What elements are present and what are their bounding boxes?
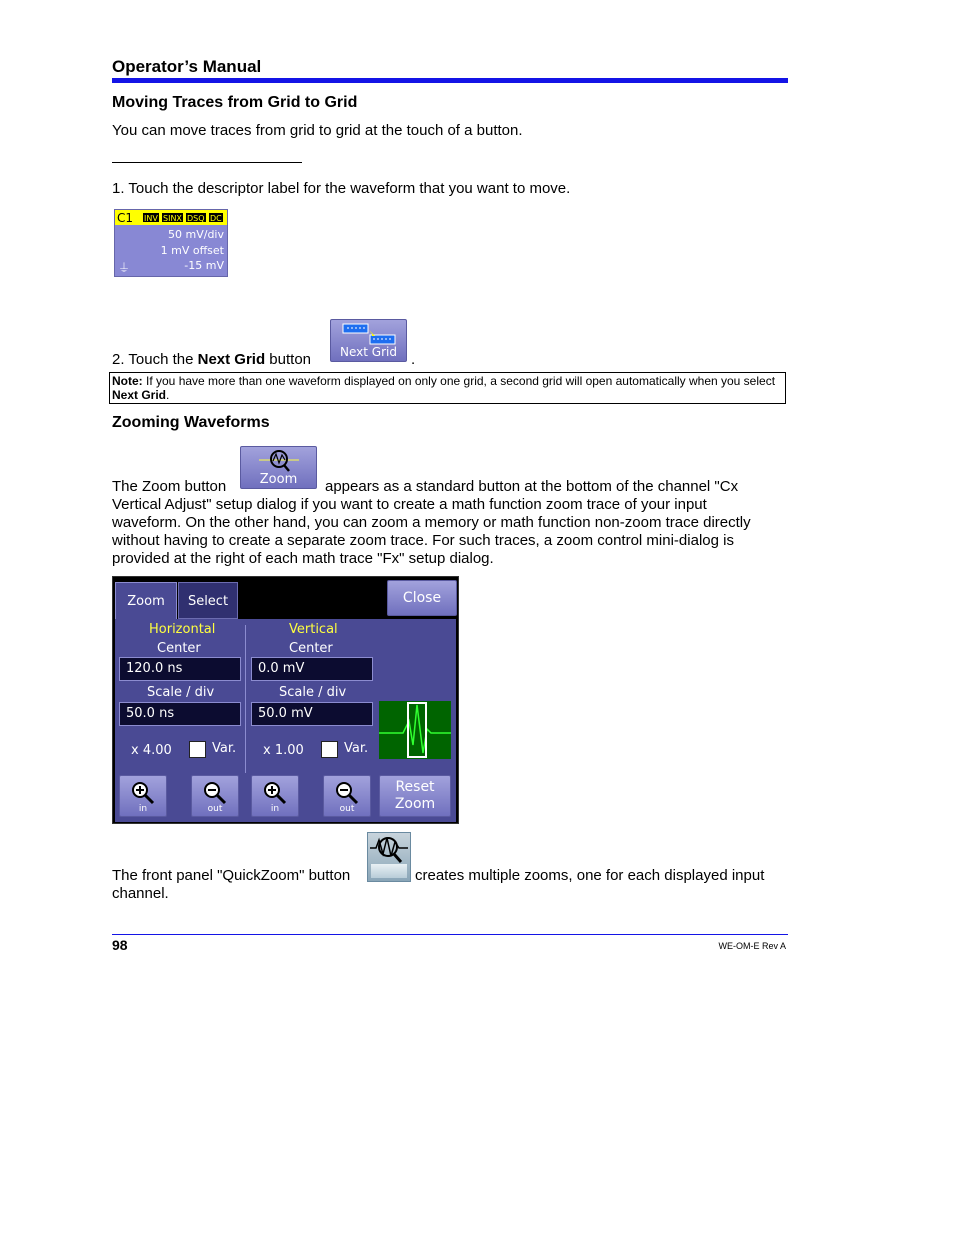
vertical-var-label: Var. (344, 741, 369, 756)
reset-zoom-line2: Zoom (394, 796, 436, 812)
zoom-paragraph-start: The Zoom button (112, 478, 227, 495)
zoom-paragraph-line3: waveform. On the other hand, you can zoom a memory or math function non-zoom trace directly (112, 514, 751, 531)
ground-icon: ⏚ (118, 261, 131, 275)
horizontal-title: Horizontal (149, 622, 216, 637)
zoom-in-label: in (138, 804, 148, 814)
badge-sinx: SINX (163, 214, 182, 223)
section-heading-zooming: Zooming Waveforms (112, 414, 270, 431)
column-divider (245, 625, 246, 773)
intro-text: You can move traces from grid to grid at the touch of a button. (112, 122, 523, 139)
quickzoom-text-rest: creates multiple zooms, one for each displayed input (415, 867, 765, 884)
footer-rule (112, 934, 788, 935)
horizontal-center-field[interactable]: 120.0 ns (119, 657, 241, 681)
step-1-text: 1. Touch the descriptor label for the waveform that you want to move. (112, 180, 571, 197)
manual-title: Operator’s Manual (112, 57, 262, 76)
horizontal-zoom-factor: x 4.00 (131, 743, 172, 758)
horizontal-scale-field[interactable]: 50.0 ns (119, 702, 241, 726)
vertical-zoom-in-button[interactable] (251, 775, 299, 817)
vertical-zoom-factor: x 1.00 (263, 743, 304, 758)
channel-name: C1 (117, 211, 134, 225)
checkbox-square (321, 741, 338, 758)
vertical-title: Vertical (289, 622, 338, 637)
close-button[interactable]: Close (387, 580, 457, 616)
vertical-var-checkbox[interactable] (317, 729, 372, 771)
next-grid-button[interactable] (330, 319, 407, 362)
horizontal-center-label: Center (157, 641, 201, 656)
step-2-text: 2. Touch the Next Grid button (112, 351, 312, 368)
reset-zoom-button[interactable] (379, 775, 451, 817)
zoom-magnifier-icon (259, 449, 299, 473)
tab-zoom[interactable]: Zoom (115, 582, 177, 620)
vertical-scale-field[interactable]: 50.0 mV (251, 702, 373, 726)
vertical-zoom-out-button[interactable] (323, 775, 371, 817)
header-rule (112, 78, 788, 83)
horizontal-var-checkbox[interactable] (185, 729, 240, 771)
grid-icon (339, 322, 399, 346)
badge-dsq: DSQ (187, 214, 205, 223)
quickzoom-button-face (371, 864, 407, 878)
vertical-center-label: Center (289, 641, 333, 656)
quickzoom-text-line2: channel. (112, 885, 169, 902)
horizontal-var-label: Var. (212, 741, 237, 756)
horizontal-scale-label: Scale / div (147, 685, 215, 700)
document-id: WE-OM-E Rev A (718, 941, 786, 951)
zoom-paragraph-line2: Vertical Adjust" setup dialog if you want to create a math function zoom trace of your input (112, 496, 707, 513)
quickzoom-text-start: The front panel "QuickZoom" button (112, 867, 351, 884)
page-number: 98 (112, 937, 128, 953)
vertical-scale-label: Scale / div (279, 685, 347, 700)
step-2-end: . (411, 351, 416, 368)
descriptor-header (115, 210, 227, 225)
checkbox-square (189, 741, 206, 758)
badge-dc: DC (210, 214, 222, 223)
zoom-button-label: Zoom (259, 472, 298, 487)
note-text: If you have more than one waveform displayed on only one grid, a second grid will open automatically when you select (142, 374, 776, 388)
volts-per-div: 50 mV/div (168, 228, 224, 241)
note-next-grid: Next Grid (112, 388, 167, 402)
zoom-paragraph-line4: without having to create a separate zoom trace. For such traces, a zoom control mini-dialog is (112, 532, 734, 549)
zoom-paragraph-line1: appears as a standard button at the bottom of the channel "Cx (325, 478, 739, 495)
zoom-out-label: out (207, 804, 223, 814)
vertical-center-field[interactable]: 0.0 mV (251, 657, 373, 681)
zoom-dialog (112, 576, 459, 824)
horizontal-zoom-out-button[interactable] (191, 775, 239, 817)
reset-zoom-line1: Reset (395, 779, 435, 795)
divider (112, 162, 302, 163)
next-grid-button-label: Next Grid (340, 345, 397, 359)
zoom-out-label: out (339, 804, 355, 814)
offset-value: 1 mV offset (160, 244, 224, 257)
quickzoom-button[interactable] (367, 832, 411, 882)
channel-descriptor-label[interactable] (114, 209, 228, 277)
zoom-in-label: in (270, 804, 280, 814)
section-heading-moving-traces: Moving Traces from Grid to Grid (112, 94, 358, 111)
quickzoom-magnifier-icon (368, 834, 410, 864)
note-label: Note: (112, 374, 143, 388)
zoom-out-icon (203, 781, 227, 805)
tab-select[interactable]: Select (178, 582, 238, 619)
badge-inv: INV (144, 214, 158, 223)
zoom-in-icon (131, 781, 155, 805)
horizontal-zoom-in-button[interactable] (119, 775, 167, 817)
zoom-paragraph-line5: provided at the right of each math trace "Fx" setup dialog. (112, 550, 494, 567)
zoom-out-icon (335, 781, 359, 805)
waveform-preview-icon (379, 701, 451, 759)
zoom-button[interactable] (240, 446, 317, 489)
next-grid-term: Next Grid (197, 351, 266, 368)
note-box: Note: If you have more than one waveform displayed on only one grid, a second grid will open automatically when you select Next Grid. (109, 372, 786, 404)
zoom-in-icon (263, 781, 287, 805)
level-value: -15 mV (184, 259, 224, 272)
